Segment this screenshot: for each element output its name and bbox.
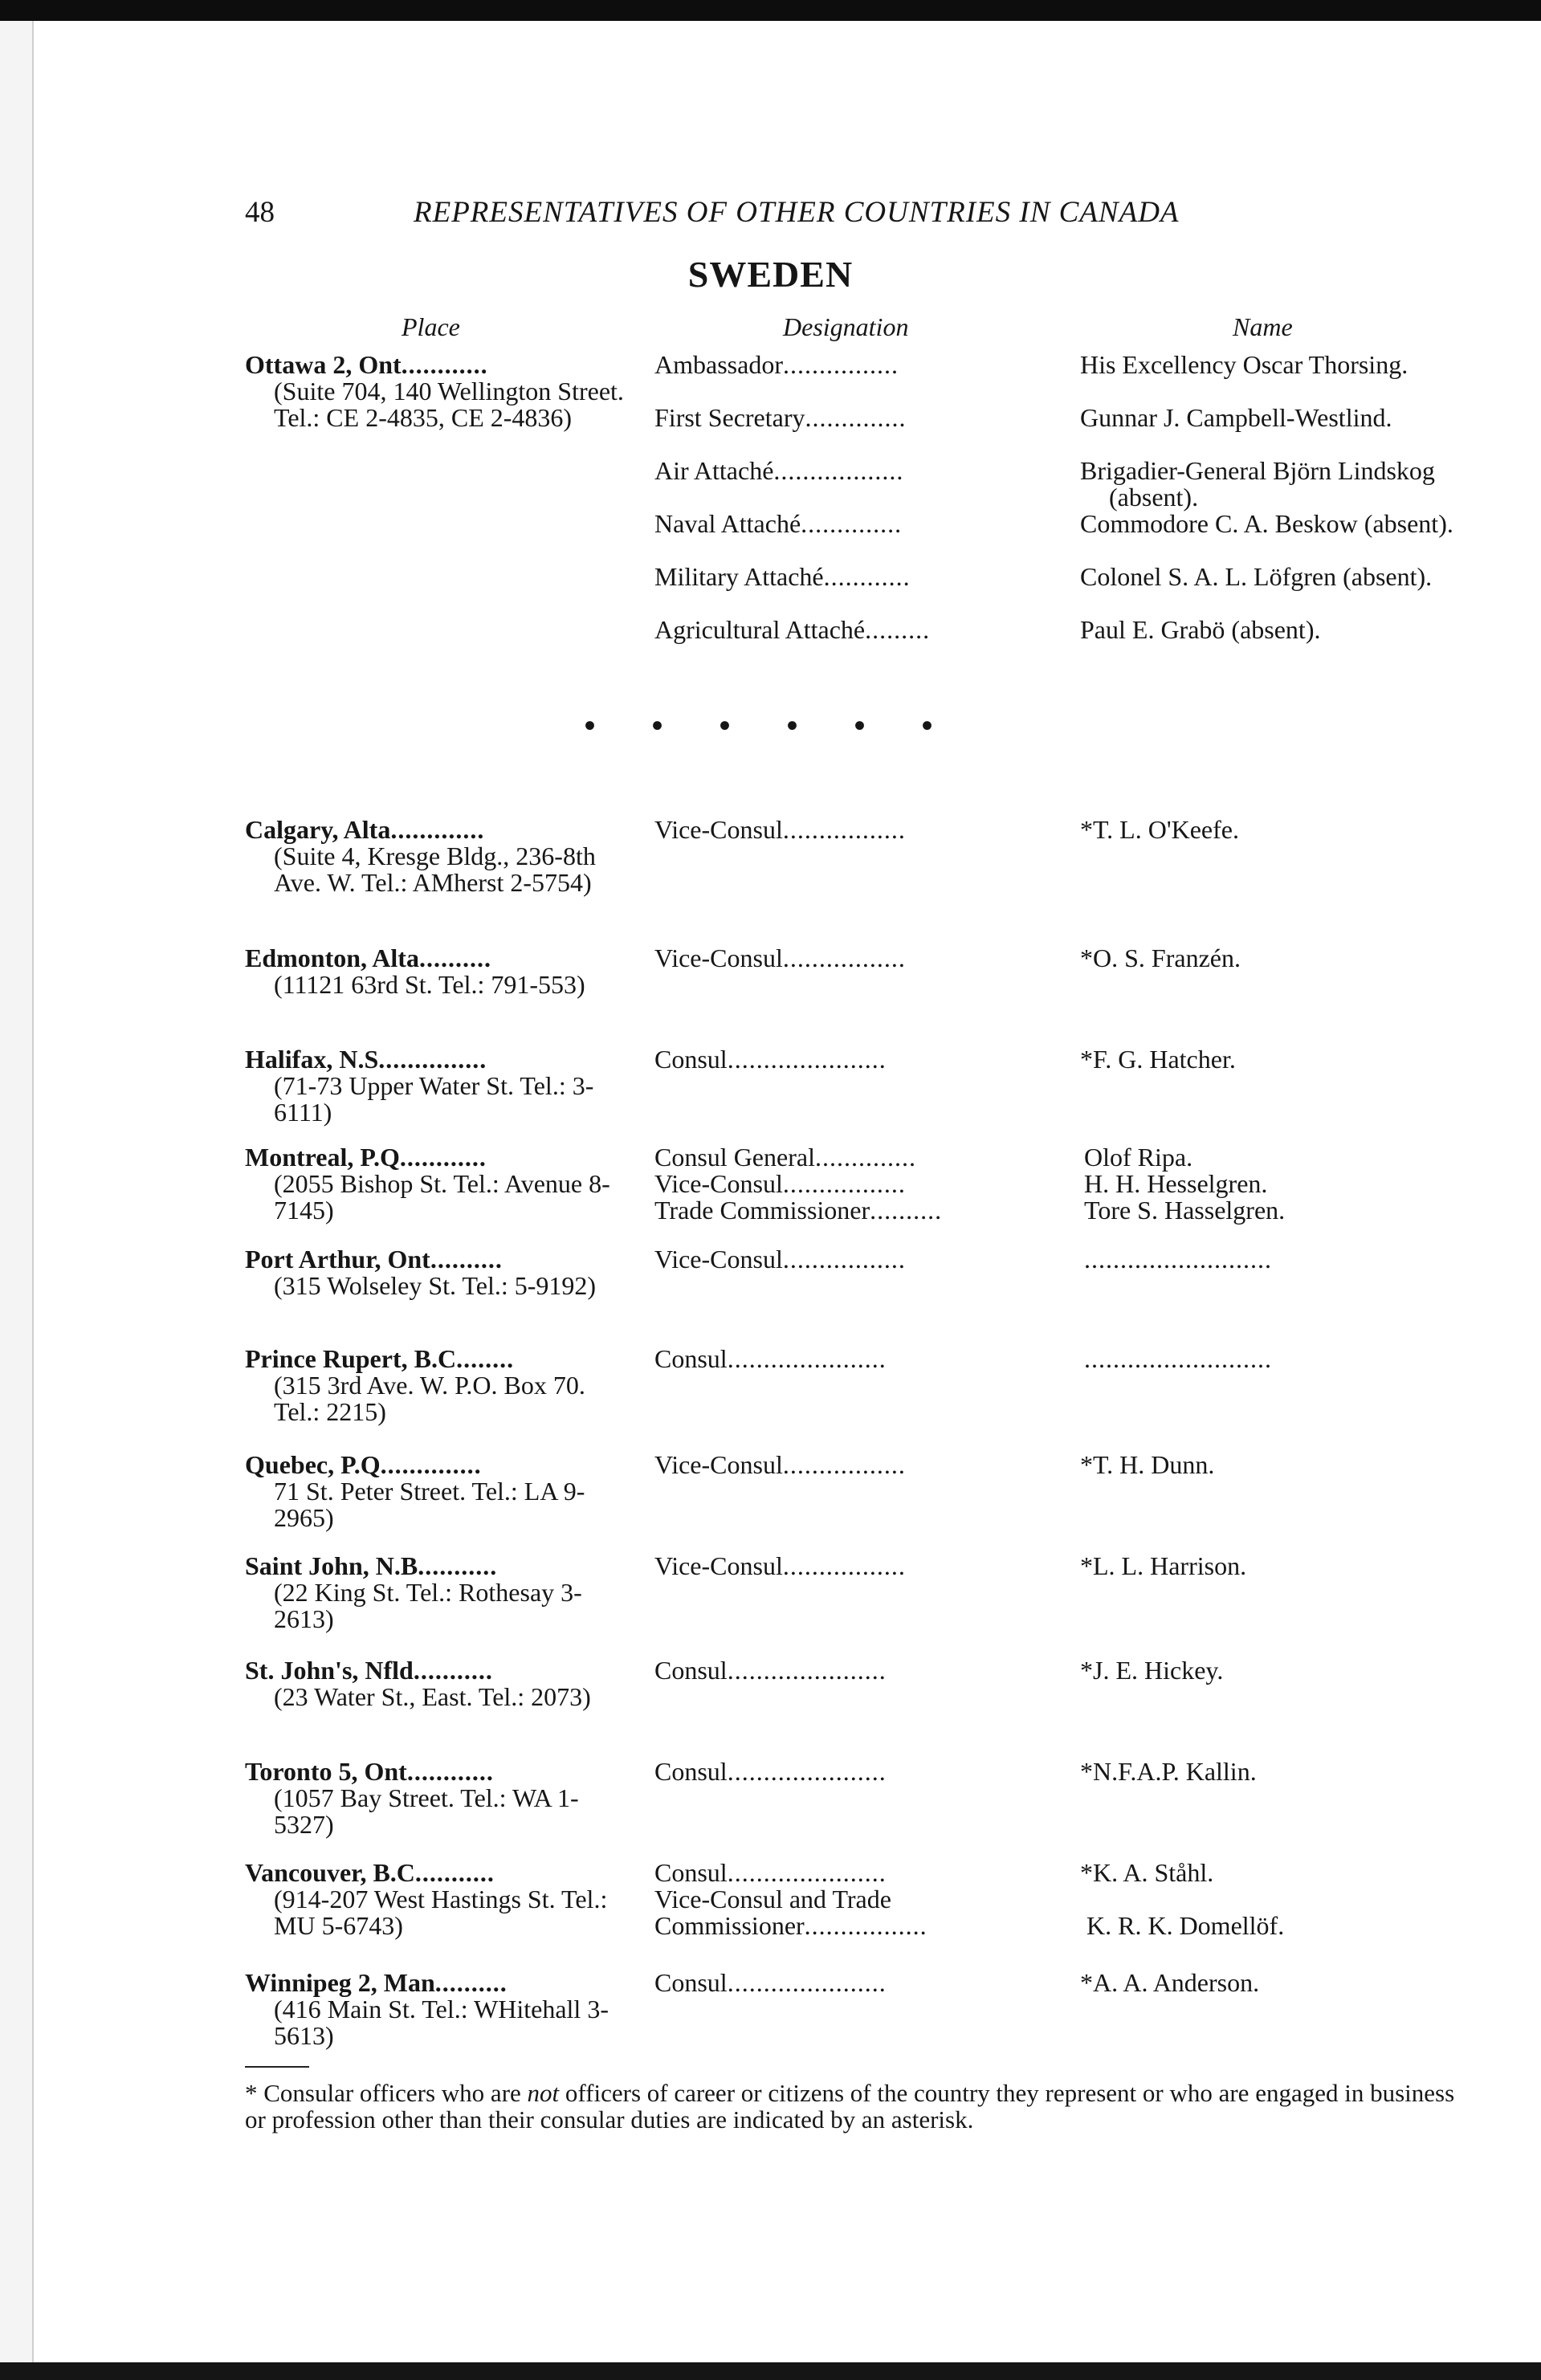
officer-name: Gunnar J. Campbell-Westlind. — [1080, 403, 1392, 432]
place-detail: (71-73 Upper Water St. Tel.: 3-6111) — [274, 1071, 594, 1127]
officer-name: *A. A. Anderson. — [1080, 1968, 1260, 1997]
place-detail: (1057 Bay Street. Tel.: WA 1-5327) — [274, 1783, 579, 1839]
officer-name: H. H. Hesselgren. — [1084, 1169, 1268, 1198]
place-name: Vancouver, B.C........... — [245, 1858, 495, 1887]
place-detail: 71 St. Peter Street. Tel.: LA 9-2965) — [274, 1477, 585, 1532]
running-head-title: REPRESENTATIVES OF OTHER COUNTRIES IN CANADA — [414, 196, 1180, 229]
place-name: Calgary, Alta............. — [245, 815, 485, 844]
column-header-designation: Designation — [783, 312, 909, 341]
place-detail: (315 3rd Ave. W. P.O. Box 70. Tel.: 2215) — [274, 1371, 585, 1426]
officer-name: Paul E. Grabö (absent). — [1080, 615, 1321, 644]
designation: Consul...................... — [654, 1344, 887, 1373]
place-name: Port Arthur, Ont.......... — [245, 1245, 503, 1274]
designation: First Secretary.............. — [654, 403, 907, 432]
designation: Vice-Consul................. — [654, 943, 906, 972]
place-detail: (11121 63rd St. Tel.: 791-553) — [274, 970, 585, 999]
vacant-name-leaders: .......................... — [1084, 1344, 1272, 1373]
designation: Consul...................... — [654, 1656, 887, 1685]
place-detail: (22 King St. Tel.: Rothesay 3-2613) — [274, 1578, 582, 1633]
officer-name: *F. G. Hatcher. — [1080, 1045, 1236, 1074]
designation: Consul...................... — [654, 1757, 887, 1786]
entry-place — [245, 352, 630, 431]
designation: Vice-Consul................. — [654, 815, 906, 844]
place-name: Ottawa 2, Ont............ — [245, 350, 488, 379]
designation: Vice-Consul and Trade Commissioner................. — [654, 1885, 927, 1940]
designation: Consul...................... — [654, 1968, 887, 1997]
designation: Vice-Consul................. — [654, 1169, 906, 1198]
officer-name: *L. L. Harrison. — [1080, 1551, 1247, 1580]
officer-name: *N.F.A.P. Kallin. — [1080, 1757, 1257, 1786]
officer-name: *K. A. Ståhl. — [1080, 1858, 1214, 1887]
section-separator: • • • • • • — [584, 707, 957, 744]
footnote-rule — [245, 2066, 309, 2068]
designation: Consul...................... — [654, 1045, 887, 1074]
place-detail: (416 Main St. Tel.: WHitehall 3-5613) — [274, 1995, 609, 2050]
designation: Air Attaché.................. — [654, 456, 904, 485]
page-number: 48 — [245, 196, 275, 229]
designation: Vice-Consul................. — [654, 1245, 906, 1274]
footnote: * Consular officers who are not officers of career or citizens of the country they represent or who are engaged in business or profession other than their consular duties are indicated by an asterisk. — [245, 2079, 1455, 2133]
place-name: Saint John, N.B........... — [245, 1551, 498, 1580]
officer-name: *T. L. O'Keefe. — [1080, 815, 1239, 844]
place-detail: (23 Water St., East. Tel.: 2073) — [274, 1682, 591, 1711]
footnote-emphasis: not — [527, 2079, 560, 2107]
designation: Agricultural Attaché......... — [654, 615, 931, 644]
place-name: Halifax, N.S............... — [245, 1045, 487, 1074]
designation: Consul General.............. — [654, 1143, 916, 1172]
place-name: St. John's, Nfld........... — [245, 1656, 493, 1685]
designation: Trade Commissioner.......... — [654, 1196, 943, 1225]
officer-name: *J. E. Hickey. — [1080, 1656, 1224, 1685]
running-head — [245, 193, 1313, 233]
column-header-place: Place — [402, 312, 460, 341]
place-name: Quebec, P.Q.............. — [245, 1450, 482, 1479]
officer-name: K. R. K. Domellöf. — [1086, 1911, 1285, 1940]
vacant-name-leaders: .......................... — [1084, 1245, 1272, 1274]
place-name: Toronto 5, Ont............ — [245, 1757, 494, 1786]
place-detail: (914-207 West Hastings St. Tel.: MU 5-6743) — [274, 1885, 608, 1940]
officer-name: Tore S. Hasselgren. — [1084, 1196, 1286, 1225]
place-detail: (Suite 704, 140 Wellington Street. Tel.: CE 2-4835, CE 2-4836) — [274, 377, 624, 432]
designation: Military Attaché............ — [654, 562, 911, 591]
designation: Naval Attaché.............. — [654, 509, 903, 538]
officer-name: Commodore C. A. Beskow (absent). — [1080, 509, 1453, 538]
officer-name: Brigadier-General Björn Lindskog (absent). — [1080, 456, 1435, 511]
place-detail: (Suite 4, Kresge Bldg., 236-8th Ave. W. Tel.: AMherst 2-5754) — [274, 842, 596, 897]
officer-name: Olof Ripa. — [1084, 1143, 1193, 1172]
designation: Ambassador................ — [654, 350, 899, 379]
designation: Consul...................... — [654, 1858, 887, 1887]
place-name: Edmonton, Alta.......... — [245, 943, 491, 972]
place-name: Prince Rupert, B.C........ — [245, 1344, 515, 1373]
place-detail: (315 Wolseley St. Tel.: 5-9192) — [274, 1271, 597, 1300]
officer-name: Colonel S. A. L. Löfgren (absent). — [1080, 562, 1433, 591]
column-header-name: Name — [1233, 312, 1293, 341]
place-name: Montreal, P.Q............ — [245, 1143, 487, 1172]
officer-name: His Excellency Oscar Thorsing. — [1080, 350, 1409, 379]
officer-name: *T. H. Dunn. — [1080, 1450, 1215, 1479]
place-detail: (2055 Bishop St. Tel.: Avenue 8-7145) — [274, 1169, 610, 1225]
designation: Vice-Consul................. — [654, 1551, 906, 1580]
country-heading: SWEDEN — [687, 254, 854, 295]
officer-name: *O. S. Franzén. — [1080, 943, 1241, 972]
place-name: Winnipeg 2, Man.......... — [245, 1968, 508, 1997]
designation: Vice-Consul................. — [654, 1450, 906, 1479]
